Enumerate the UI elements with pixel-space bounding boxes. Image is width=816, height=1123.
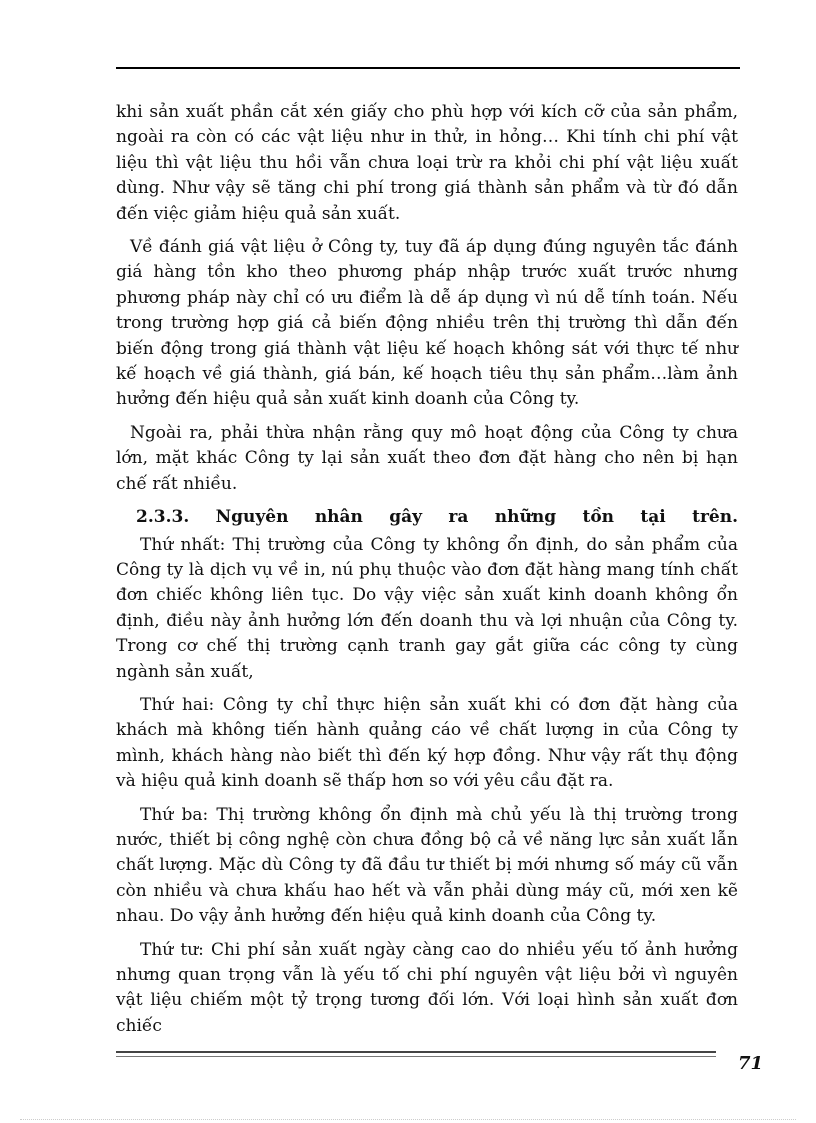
section-heading: 2.3.3. Nguyên nhân gây ra những tồn tại trên. — [136, 507, 738, 528]
paragraph-continuation: khi sản xuất phần cắt xén giấy cho phù hợp với kích cỡ của sản phẩm, ngoài ra còn có các vật liệu như in thử, in hỏng… Khi tính chi phí vật liệu thì vật liệu thu hồi vẫn chưa loại trừ ra khỏi chi phí vật liệu xuất dùng. Như vậy sẽ tăng chi phí trong giá thành sản phẩm và từ đó dẫn đến việc giảm hiệu quả sản xuất. — [116, 102, 738, 224]
paragraph-material-valuation: Về đánh giá vật liệu ở Công ty, tuy đã áp dụng đúng nguyên tắc đánh giá hàng tồn kho theo phương pháp nhập trước xuất trước nhưng phương pháp này chỉ có ưu điểm là dễ áp dụng vì nú dễ tính toán. Nếu trong trường hợp giá cả biến động nhiều trên thị trường thì dẫn đến biến động trong giá thành vật liệu kế hoạch không sát với thực tế như kế hoạch về giá thành, giá bán, kế hoạch tiêu thụ sản phẩm…làm ảnh hưởng đến hiệu quả sản xuất kinh doanh của Công ty. — [116, 237, 738, 410]
paragraph-scale-limitation: Ngoài ra, phải thừa nhận rằng quy mô hoạt động của Công ty chưa lớn, mặt khác Công ty lại sản xuất theo đơn đặt hàng cho nên bị hạn chế rất nhiều. — [116, 422, 738, 494]
page-number: 71 — [738, 1053, 764, 1074]
footer-rule-thin — [116, 1056, 716, 1057]
footer-rule — [116, 1051, 716, 1053]
paragraph-cause-second: Thứ hai: Công ty chỉ thực hiện sản xuất khi có đơn đặt hàng của khách mà không tiến hành quảng cáo về chất lượng in của Công ty mình, khách hàng nào biết thì đến ký hợp đồng. Như vậy rất thụ động và hiệu quả kinh doanh sẽ thấp hơn so với yêu cầu đặt ra. — [116, 694, 738, 792]
paragraph-cause-fourth: Thứ tư: Chi phí sản xuất ngày càng cao do nhiều yếu tố ảnh hưởng nhưng quan trọng vẫn là yếu tố chi phí nguyên vật liệu bởi vì nguyên vật liệu chiếm một tỷ trọng tương đối lớn. Với loại hình sản xuất đơn chiếc — [116, 939, 738, 1036]
paragraph-cause-third: Thứ ba: Thị trường không ổn định mà chủ yếu là thị trường trong nước, thiết bị công nghệ còn chưa đồng bộ cả về năng lực sản xuất lẫn chất lượng. Mặc dù Công ty đã đầu tư thiết bị mới nhưng số máy cũ vẫn còn nhiều và chưa khấu hao hết và vẫn phải dùng máy cũ, mới xen kẽ nhau. Do vậy ảnh hưởng đến hiệu quả kinh doanh của Công ty. — [116, 804, 738, 927]
paragraph-cause-first: Thứ nhất: Thị trường của Công ty không ổn định, do sản phẩm của Công ty là dịch vụ về in, nú phụ thuộc vào đơn đặt hàng mang tính chất đơn chiếc không liên tục. Do vậy việc sản xuất kinh doanh không ổn định, điều này ảnh hưởng lớn đến doanh thu và lợi nhuận của Công ty. Trong cơ chế thị trường cạnh tranh gay gắt giữa các công ty cùng ngành sản xuất, — [116, 534, 738, 682]
header-rule — [116, 67, 740, 69]
page-bottom-border — [20, 1119, 796, 1120]
page-body — [116, 100, 738, 1047]
